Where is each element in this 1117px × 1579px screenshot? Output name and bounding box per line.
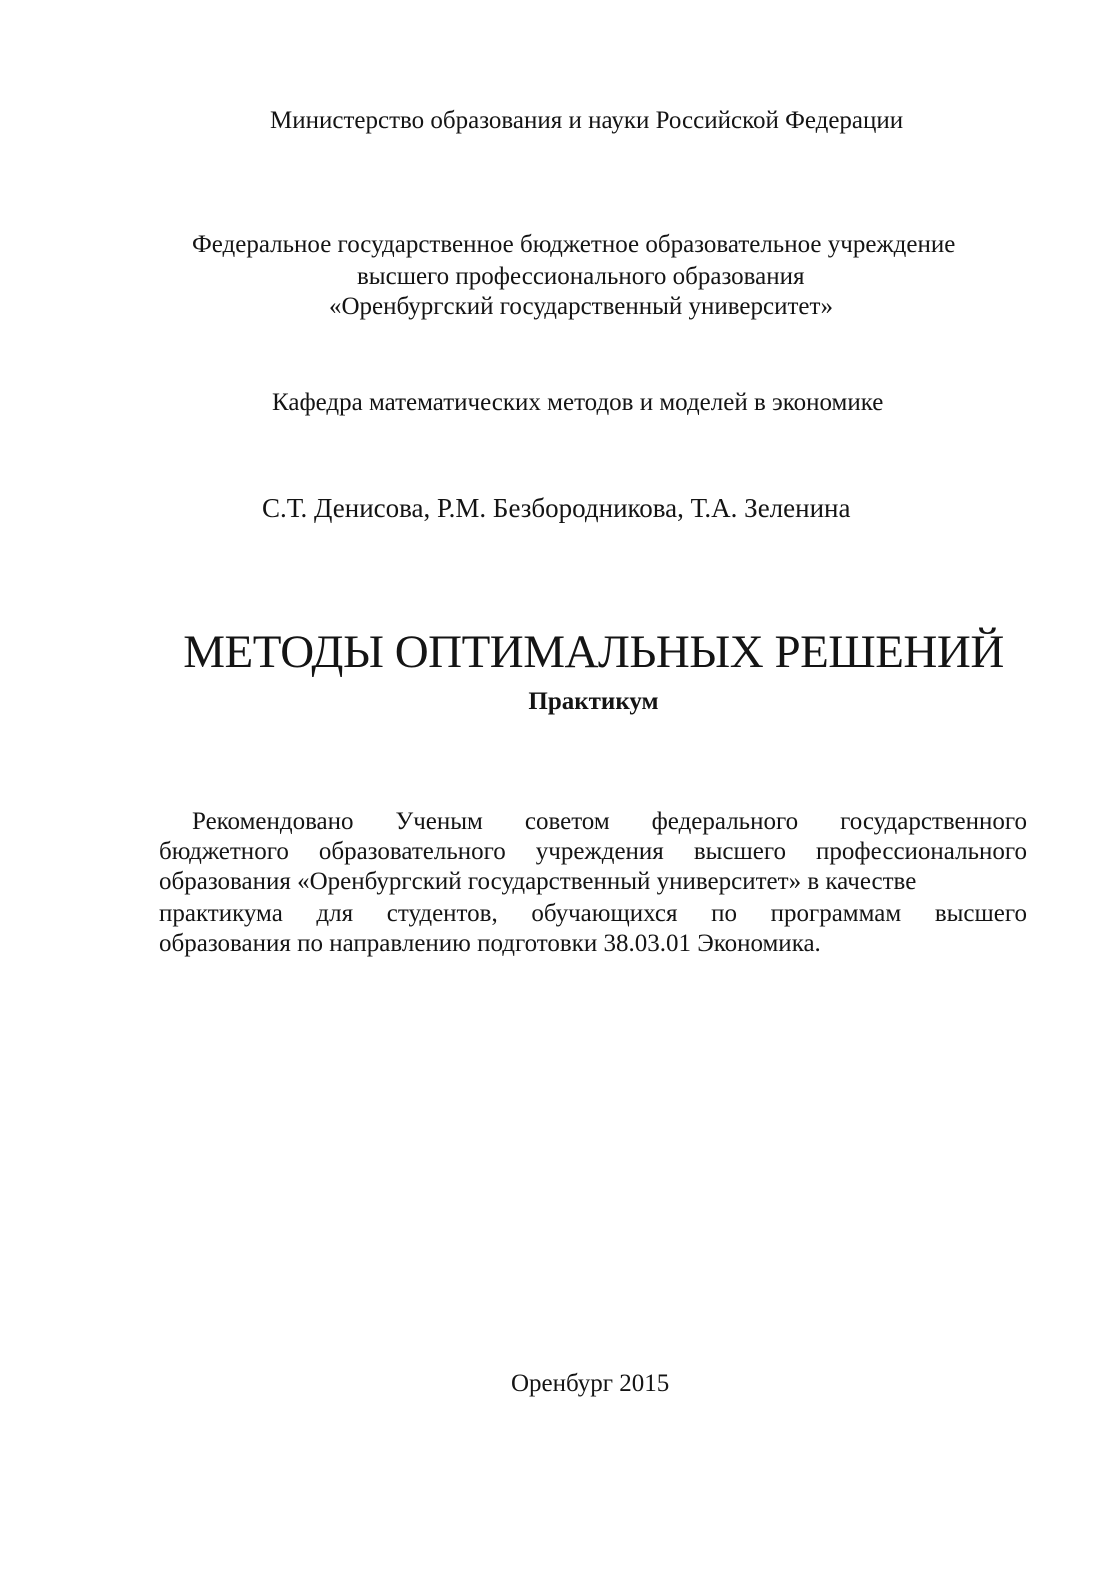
- ministry-name: Министерство образования и науки Российской Федерации: [270, 107, 904, 134]
- institution-line-2: высшего профессионального образования: [357, 263, 805, 290]
- recommendation-line-1: Рекомендовано Ученым советом федерального государственного: [192, 808, 1027, 835]
- recommendation-line-2: бюджетного образовательного учреждения высшего профессионального: [159, 838, 1027, 865]
- city-and-year: Оренбург 2015: [511, 1370, 670, 1397]
- authors: С.Т. Денисова, Р.М. Безбородникова, Т.А. Зеленина: [262, 493, 851, 523]
- recommendation-line-4: практикума для студентов, обучающихся по программам высшего: [159, 900, 1027, 927]
- institution-line-1: Федеральное государственное бюджетное образовательное учреждение: [192, 231, 956, 258]
- document-subtitle: Практикум: [528, 688, 659, 715]
- institution-line-3: «Оренбургский государственный университет»: [329, 293, 833, 320]
- recommendation-line-3: образования «Оренбургский государственный университет» в качестве: [159, 868, 917, 895]
- recommendation-line-5: образования по направлению подготовки 38.03.01 Экономика.: [159, 930, 821, 957]
- document-title: МЕТОДЫ ОПТИМАЛЬНЫХ РЕШЕНИЙ: [183, 626, 1004, 678]
- department-name: Кафедра математических методов и моделей в экономике: [272, 389, 884, 416]
